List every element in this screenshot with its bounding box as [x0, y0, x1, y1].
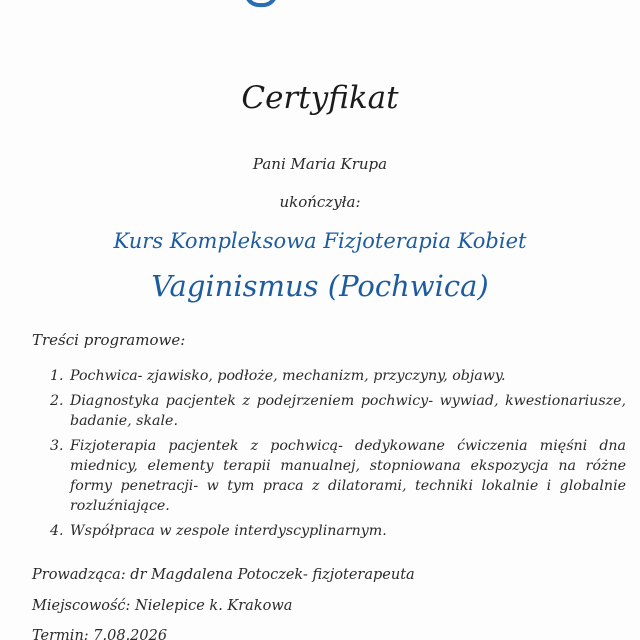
program-item — [32, 521, 626, 541]
program-list — [32, 366, 626, 546]
program-item-text: Współpraca w zespole interdyscyplinarnym. — [70, 523, 387, 539]
logo-emblem-icon — [241, 0, 281, 10]
course-leader: Prowadząca: dr Magdalena Potoczek- fizjoterapeuta — [32, 567, 415, 583]
program-item-number: 1. — [50, 368, 64, 384]
program-item — [32, 436, 626, 516]
program-item — [32, 366, 626, 386]
program-item-text: Fizjoterapia pacjentek z pochwicą- dedykowane ćwiczenia mięśni dna miednicy, elementy terapii manualnej, stopniowana ekspozycja na różne formy penetracji- w tym praca z dilatorami, techniki lokalnie i globalnie rozluźniające. — [70, 438, 626, 514]
program-heading: Treści programowe: — [32, 331, 186, 349]
completed-label: ukończyła: — [279, 193, 361, 211]
program-item-number: 3. — [50, 438, 64, 454]
course-date: Termin: 7.08.2026 — [32, 628, 168, 640]
program-item-number: 2. — [50, 393, 64, 409]
program-item — [32, 391, 626, 431]
course-name: Kurs Kompleksowa Fizjoterapia Kobiet — [113, 229, 527, 253]
program-item-number: 4. — [50, 523, 64, 539]
recipient-name: Pani Maria Krupa — [252, 155, 388, 173]
course-location: Miejscowość: Nielepice k. Krakowa — [32, 598, 293, 614]
program-item-text: Pochwica- zjawisko, podłoże, mechanizm, przyczyny, objawy. — [70, 368, 506, 384]
program-item-text: Diagnostyka pacjentek z podejrzeniem pochwicy- wywiad, kwestionariusze, badanie, skale. — [70, 393, 626, 429]
certificate-title: Certyfikat — [241, 80, 399, 116]
course-subtitle: Vaginismus (Pochwica) — [151, 269, 489, 303]
